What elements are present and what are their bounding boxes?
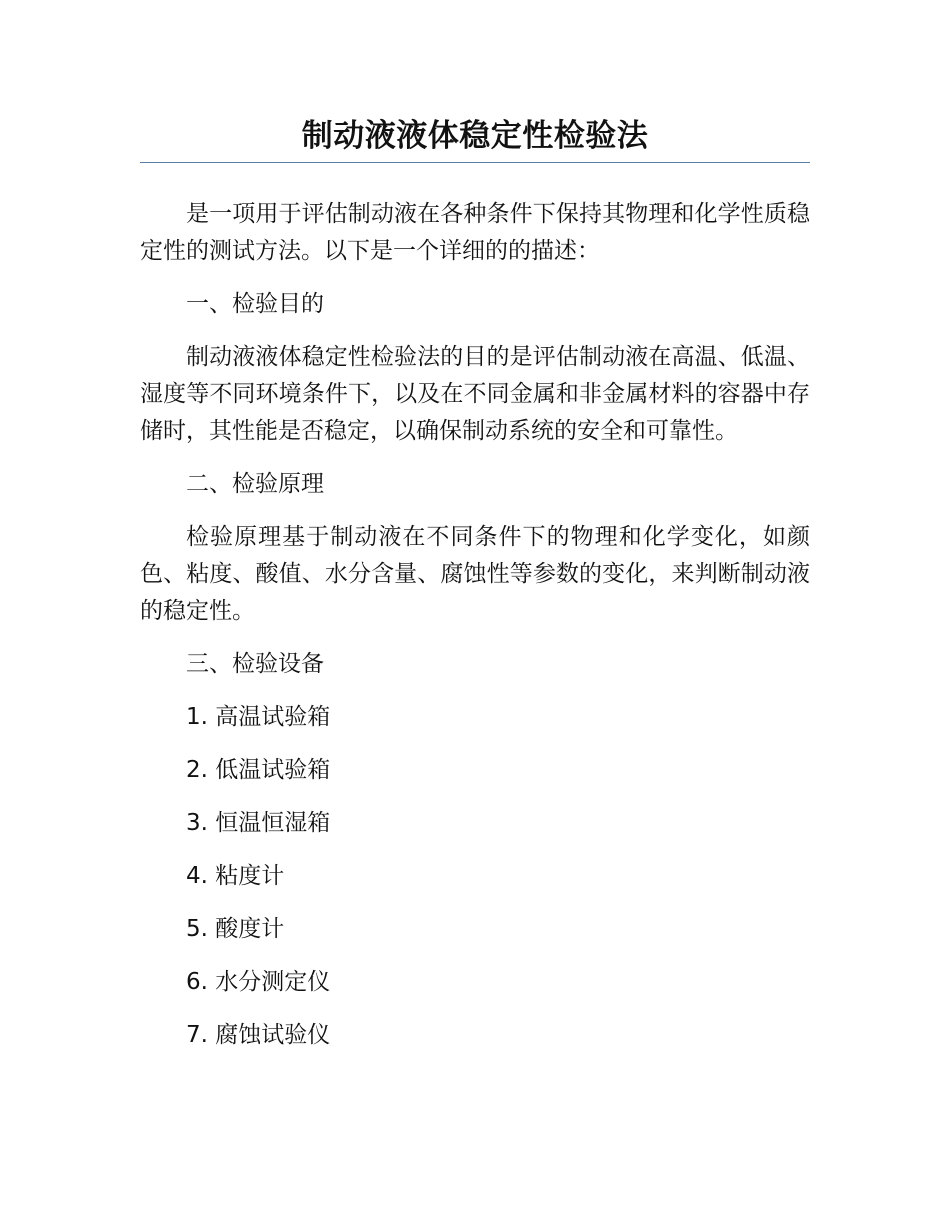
section-heading-purpose: 一、检验目的 xyxy=(186,291,324,317)
section-heading-principle: 二、检验原理 xyxy=(186,471,324,497)
section-heading-equipment: 三、检验设备 xyxy=(186,651,324,677)
list-item: 6. 水分测定仪 xyxy=(186,969,331,995)
document-body xyxy=(140,196,810,1070)
section-paragraph-principle: 检验原理基于制动液在不同条件下的物理和化学变化，如颜色、粘度、酸值、水分含量、腐蚀性等参数的变化，来判断制动液的稳定性。 xyxy=(140,524,810,624)
list-item: 2. 低温试验箱 xyxy=(186,757,331,783)
list-item: 7. 腐蚀试验仪 xyxy=(186,1022,331,1048)
equipment-list xyxy=(140,699,810,1054)
list-item: 1. 高温试验箱 xyxy=(186,704,331,730)
section-paragraph-purpose: 制动液液体稳定性检验法的目的是评估制动液在高温、低温、湿度等不同环境条件下，以及在不同金属和非金属材料的容器中存储时，其性能是否稳定，以确保制动系统的安全和可靠性。 xyxy=(140,344,810,444)
list-item: 5. 酸度计 xyxy=(186,916,285,942)
list-item: 4. 粘度计 xyxy=(186,863,285,889)
list-item: 3. 恒温恒湿箱 xyxy=(186,810,331,836)
intro-paragraph: 是一项用于评估制动液在各种条件下保持其物理和化学性质稳定性的测试方法。以下是一个详细的的描述： xyxy=(140,201,810,264)
document-title: 制动液液体稳定性检验法 xyxy=(301,118,649,154)
title-underline xyxy=(140,162,810,163)
